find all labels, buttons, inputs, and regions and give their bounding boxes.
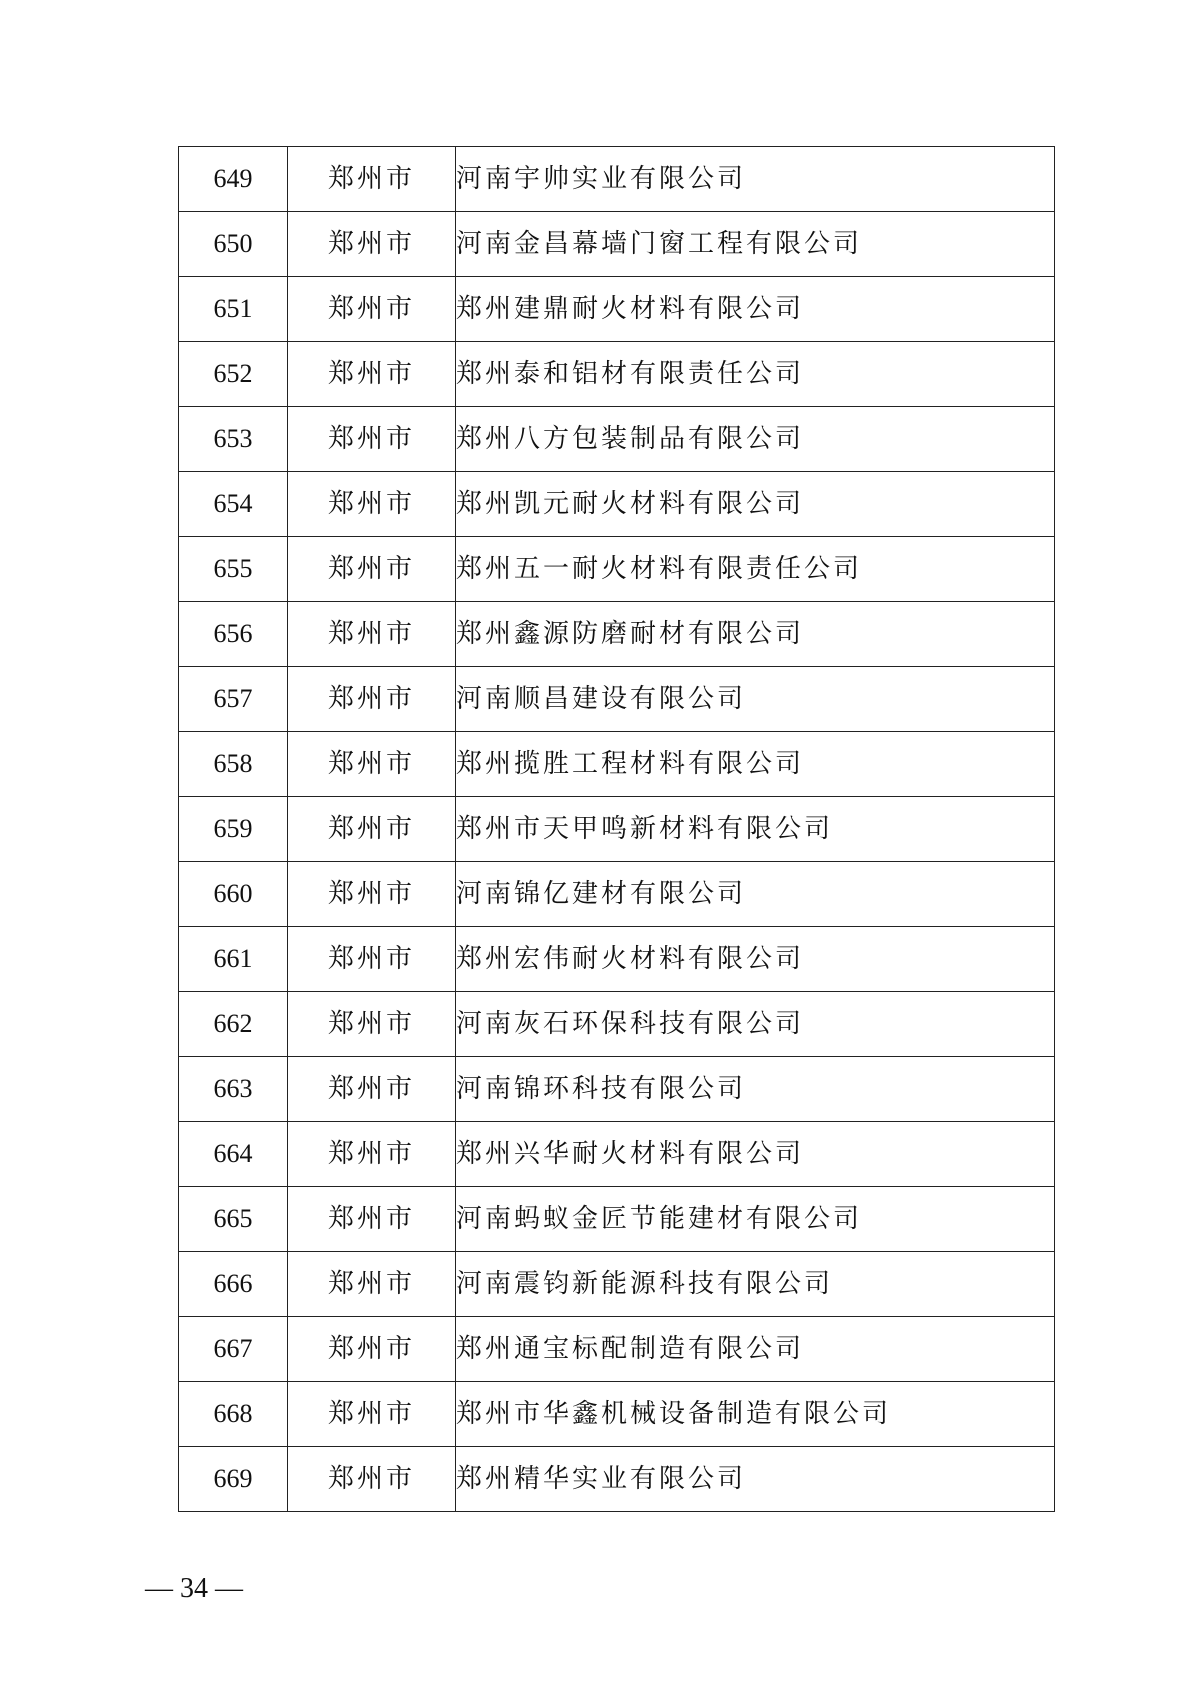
row-city: 郑州市 [288, 147, 456, 212]
table-row [179, 1317, 1055, 1382]
row-number: 669 [179, 1447, 288, 1512]
row-number: 666 [179, 1252, 288, 1317]
row-company-name: 河南金昌幕墙门窗工程有限公司 [456, 212, 1055, 277]
row-company-name: 河南灰石环保科技有限公司 [456, 992, 1055, 1057]
row-number: 661 [179, 927, 288, 992]
row-company-name: 郑州八方包装制品有限公司 [456, 407, 1055, 472]
row-city: 郑州市 [288, 212, 456, 277]
row-company-name: 河南震钧新能源科技有限公司 [456, 1252, 1055, 1317]
table-row [179, 927, 1055, 992]
table-row [179, 1187, 1055, 1252]
row-number: 650 [179, 212, 288, 277]
row-city: 郑州市 [288, 342, 456, 407]
row-company-name: 河南顺昌建设有限公司 [456, 667, 1055, 732]
row-city: 郑州市 [288, 277, 456, 342]
row-company-name: 郑州宏伟耐火材料有限公司 [456, 927, 1055, 992]
table-row [179, 732, 1055, 797]
table-row [179, 407, 1055, 472]
row-city: 郑州市 [288, 667, 456, 732]
row-number: 656 [179, 602, 288, 667]
row-city: 郑州市 [288, 1382, 456, 1447]
row-company-name: 河南蚂蚁金匠节能建材有限公司 [456, 1187, 1055, 1252]
row-number: 662 [179, 992, 288, 1057]
row-city: 郑州市 [288, 1317, 456, 1382]
row-city: 郑州市 [288, 927, 456, 992]
row-number: 659 [179, 797, 288, 862]
table-row [179, 1252, 1055, 1317]
row-number: 653 [179, 407, 288, 472]
row-city: 郑州市 [288, 602, 456, 667]
table-row [179, 147, 1055, 212]
row-company-name: 郑州兴华耐火材料有限公司 [456, 1122, 1055, 1187]
row-company-name: 河南锦环科技有限公司 [456, 1057, 1055, 1122]
table-body [179, 147, 1055, 1512]
row-company-name: 郑州通宝标配制造有限公司 [456, 1317, 1055, 1382]
row-city: 郑州市 [288, 1252, 456, 1317]
row-company-name: 郑州市天甲鸣新材料有限公司 [456, 797, 1055, 862]
row-city: 郑州市 [288, 472, 456, 537]
row-number: 665 [179, 1187, 288, 1252]
table-row [179, 472, 1055, 537]
row-city: 郑州市 [288, 732, 456, 797]
row-city: 郑州市 [288, 1057, 456, 1122]
table-row [179, 797, 1055, 862]
row-number: 655 [179, 537, 288, 602]
table-row [179, 862, 1055, 927]
row-company-name: 郑州鑫源防磨耐材有限公司 [456, 602, 1055, 667]
row-number: 664 [179, 1122, 288, 1187]
row-number: 658 [179, 732, 288, 797]
table-row [179, 537, 1055, 602]
table-row [179, 1447, 1055, 1512]
row-city: 郑州市 [288, 407, 456, 472]
row-company-name: 郑州精华实业有限公司 [456, 1447, 1055, 1512]
row-city: 郑州市 [288, 797, 456, 862]
row-city: 郑州市 [288, 1447, 456, 1512]
row-company-name: 郑州市华鑫机械设备制造有限公司 [456, 1382, 1055, 1447]
table-row [179, 212, 1055, 277]
table-row [179, 1057, 1055, 1122]
table-row [179, 277, 1055, 342]
row-company-name: 郑州揽胜工程材料有限公司 [456, 732, 1055, 797]
row-city: 郑州市 [288, 992, 456, 1057]
row-number: 651 [179, 277, 288, 342]
page-number: — 34 — [145, 1573, 243, 1604]
row-number: 660 [179, 862, 288, 927]
row-company-name: 郑州建鼎耐火材料有限公司 [456, 277, 1055, 342]
table-row [179, 992, 1055, 1057]
row-company-name: 郑州五一耐火材料有限责任公司 [456, 537, 1055, 602]
table-row [179, 602, 1055, 667]
row-company-name: 郑州泰和铝材有限责任公司 [456, 342, 1055, 407]
row-number: 652 [179, 342, 288, 407]
row-number: 663 [179, 1057, 288, 1122]
table-row [179, 342, 1055, 407]
table-row [179, 1122, 1055, 1187]
row-number: 657 [179, 667, 288, 732]
row-city: 郑州市 [288, 537, 456, 602]
row-company-name: 河南宇帅实业有限公司 [456, 147, 1055, 212]
table-row [179, 667, 1055, 732]
row-company-name: 郑州凯元耐火材料有限公司 [456, 472, 1055, 537]
row-number: 668 [179, 1382, 288, 1447]
row-company-name: 河南锦亿建材有限公司 [456, 862, 1055, 927]
row-city: 郑州市 [288, 1122, 456, 1187]
row-city: 郑州市 [288, 862, 456, 927]
company-list-table [178, 146, 1055, 1512]
row-city: 郑州市 [288, 1187, 456, 1252]
row-number: 649 [179, 147, 288, 212]
row-number: 654 [179, 472, 288, 537]
table-row [179, 1382, 1055, 1447]
row-number: 667 [179, 1317, 288, 1382]
